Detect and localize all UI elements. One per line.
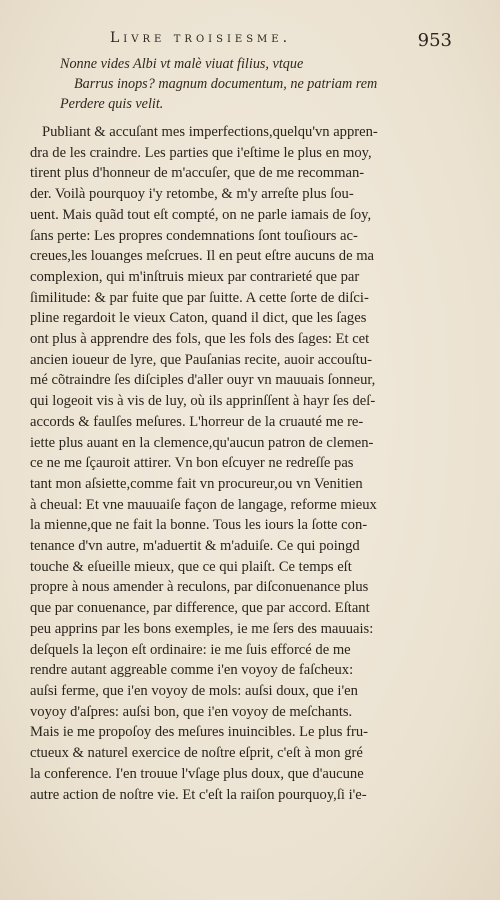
text-line: la mienne,que ne fait la bonne. Tous les iours la ſotte con-	[30, 517, 368, 534]
text-line: la conference. I'en trouue l'vſage plus doux, que d'aucune	[30, 765, 364, 782]
text-line: mé cõtraindre ſes diſciples d'aller ouyr vn mauuais ſonneur,	[30, 372, 376, 389]
text-line: creues,les louanges meſcrues. Il en peut eſtre aucuns de ma	[30, 248, 375, 265]
page-number: 953	[417, 30, 452, 51]
text-line: rendre autant aggreable comme i'en voyoy de faſcheux:	[30, 662, 354, 679]
text-line: voyoy d'aſpres: auſsi bon, que i'en voyoy de meſchants.	[30, 703, 353, 720]
quote-line: Nonne vides Albi vt malè viuat filius, vtque	[60, 56, 304, 72]
text-line: tant mon aſsiette,comme fait vn procureur,ou vn Venitien	[30, 475, 363, 492]
text-line: der. Voilà pourquoy i'y retombe, & m'y arreſte plus ſou-	[30, 186, 354, 203]
text-line: touche & eſueille mieux, que ce qui plaiſt. Ce temps eſt	[30, 558, 352, 575]
quote-line: Barrus inops? magnum documentum, ne patriam rem	[74, 76, 378, 92]
text-line: ctueux & naturel exercice de noſtre eſprit, c'eſt à mon gré	[30, 745, 363, 762]
text-line: à cheual: Et vne mauuaiſe façon de langage, reforme mieux	[30, 496, 377, 513]
text-line: accords & faulſes meſures. L'horreur de la cruauté me re-	[30, 413, 364, 430]
text-line: ont plus à apprendre des fols, que les fols des ſages: Et cet	[30, 331, 370, 348]
text-line: Publiant & accuſant mes imperfections,quelqu'vn appren-	[42, 124, 378, 140]
text-line: ſimilitude: & par fuite que par ſuitte. A cette ſorte de diſci-	[30, 289, 369, 306]
text-line: pline regardoit le vieux Caton, quand il dict, que les ſages	[30, 310, 367, 327]
text-line: ancien ioueur de lyre, que Pauſanias recite, auoir accouſtu-	[30, 351, 372, 368]
text-line: ce ne me ſçauroit attirer. Vn bon eſcuyer ne redreſſe pas	[30, 455, 354, 472]
text-line: autre action de noſtre vie. Et c'eſt la raiſon pourquoy,ſi i'e-	[30, 786, 367, 803]
text-line: dra de les craindre. Les parties que i'eſtime le plus en moy,	[30, 144, 372, 161]
text-line: propre à nous amender à reculons, par diſconuenance plus	[30, 579, 369, 596]
text-line: qui logeoit vis à vis de luy, où ils apprinſſent à hayr ſes deſ-	[30, 393, 376, 410]
text-line: iette plus auant en la clemence,qu'aucun patron de clemen-	[30, 434, 374, 451]
text-line: uent. Mais quãd tout eſt compté, on ne parle iamais de ſoy,	[30, 206, 372, 223]
text-line: complexion, qui m'inſtruis mieux par contrarieté que par	[30, 268, 360, 285]
latin-quotation	[60, 54, 460, 114]
text-line: que par conuenance, par difference, que par accord. Eſtant	[30, 600, 370, 617]
text-line: auſsi ferme, que i'en voyoy de mols: auſsi doux, que i'en	[30, 682, 358, 699]
body-paragraph	[30, 122, 470, 805]
page-header	[0, 28, 500, 52]
text-line: tenance d'vn autre, m'aduertit & m'aduiſe. Ce qui poingd	[30, 538, 360, 555]
text-line: tirent plus d'honneur de m'accuſer, que de me recomman-	[30, 165, 365, 182]
text-line: ſans perte: Les propres condemnations ſont touſiours ac-	[30, 227, 358, 244]
quote-line: Perdere quis velit.	[60, 96, 164, 112]
running-head: Livre troisiesme.	[110, 30, 292, 46]
text-line: deſquels la leçon eſt ordinaire: ie me ſuis efforcé de me	[30, 641, 351, 658]
text-line: Mais ie me propoſoy des meſures inuincibles. Le plus fru-	[30, 724, 369, 741]
text-line: peu apprins par les bons exemples, ie me ſers des mauuais:	[30, 620, 374, 637]
